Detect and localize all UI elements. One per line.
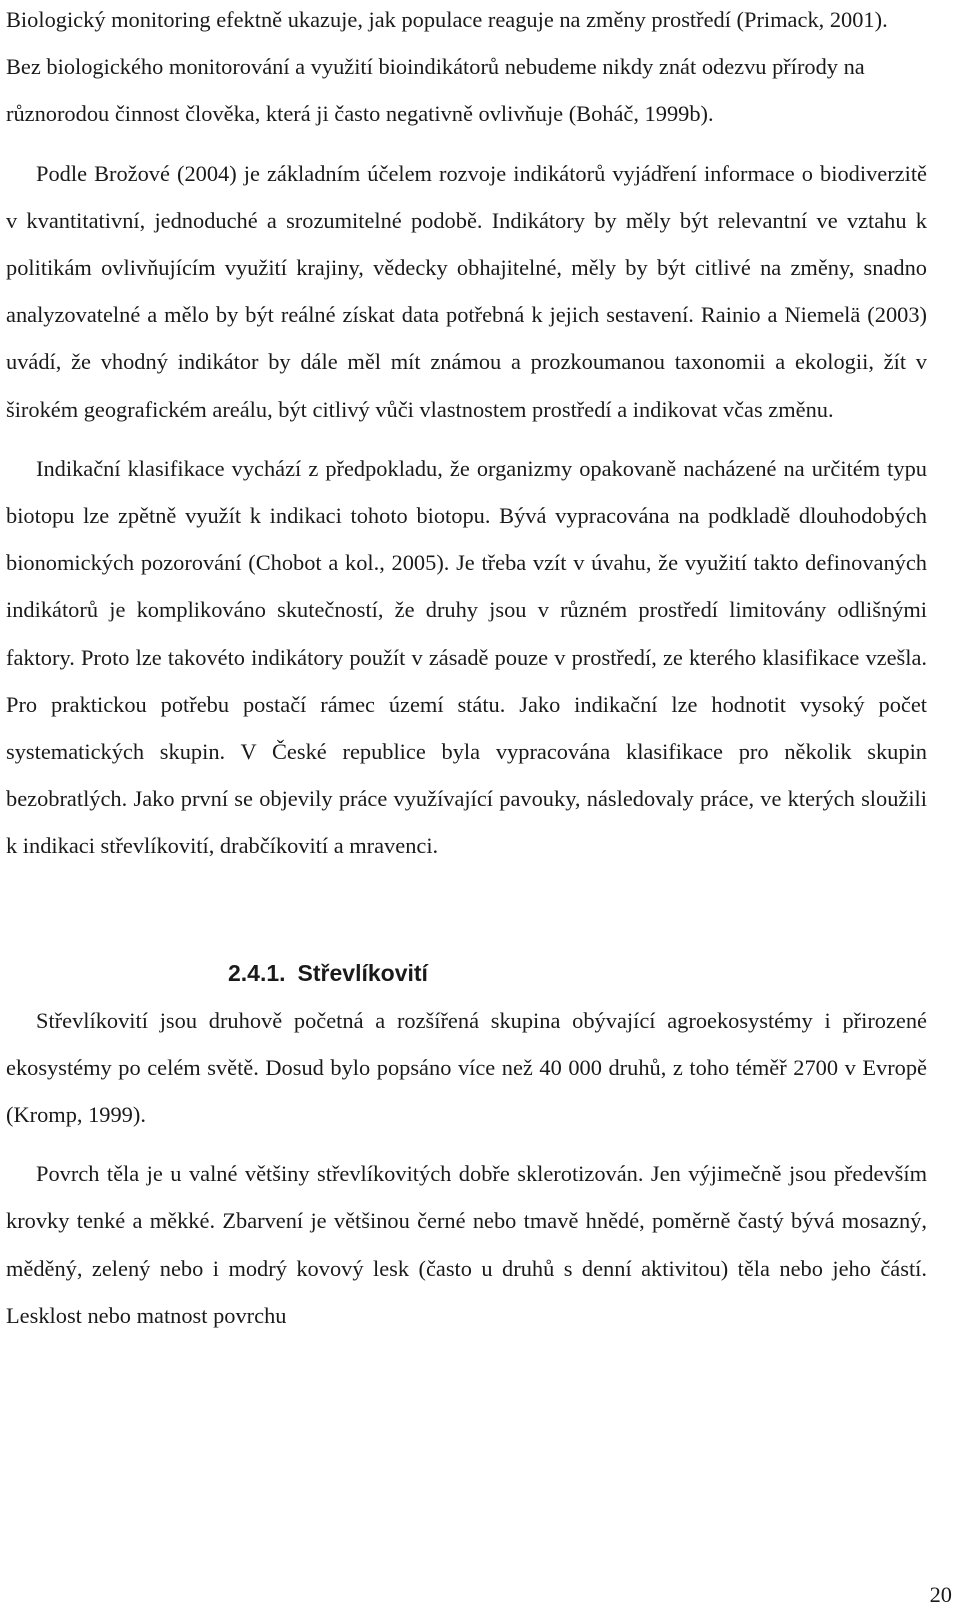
paragraph-indicators-purpose: Podle Brožové (2004) je základním účelem rozvoje indikátorů vyjádření informace o biodiverzitě v kvantitativní, jednoduché a srozumitelné podobě. Indikátory by měly být relevantní ve vztahu k politikám ovlivňujícím využití krajiny, vědecky obhajitelné, měly by být citlivé na změny, snadno analyzovatelné a mělo by být reálné získat data potřebná k jejich sestavení. Rainio a Niemelä (2003) uvádí, že vhodný indikátor by dále měl mít známou a prozkoumanou taxonomii a ekologii, žít v širokém geografickém areálu, být citlivý vůči vlastnostem prostředí a indikovat včas změnu. (6, 160, 927, 422)
paragraph-biomonitoring: Biologický monitoring efektně ukazuje, jak populace reaguje na změny prostředí (Primack, 2001). Bez biologického monitorování a využití bioindikátorů nebudeme nikdy znát odezvu přírody na různorodou činnost člověka, která ji často negativně ovlivňuje (Boháč, 1999b). (6, 7, 888, 127)
paragraph-indicator-classification: Indikační klasifikace vychází z předpokladu, že organizmy opakovaně nacházené na určitém typu biotopu lze zpětně využít k indikaci tohoto biotopu. Bývá vypracována na podkladě dlouhodobých bionomických pozorování (Chobot a kol., 2005). Je třeba vzít v úvahu, že využití takto definovaných indikátorů je komplikováno skutečností, že druhy jsou v různém prostředí limitovány odlišnými faktory. Proto lze takovéto indikátory použít v zásadě pouze v prostředí, ze kterého klasifikace vzešla. Pro praktickou potřebu postačí rámec území státu. Jako indikační lze hodnotit vysoký počet systematických skupin. V České republice byla vypracována klasifikace pro několik skupin bezobratlých. Jako první se objevily práce využívající pavouky, následovaly práce, ve kterých sloužili k indikaci střevlíkovití, drabčíkovití a mravenci. (6, 455, 927, 859)
section-title: Střevlíkovití (297, 959, 428, 986)
section-number: 2.4.1. (228, 959, 286, 986)
page-number: 20 (929, 1582, 952, 1607)
page-content (6, 0, 927, 1339)
paragraph-carabidae-body: Povrch těla je u valné většiny střevlíkovitých dobře sklerotizován. Jen výjimečně jsou především krovky tenké a měkké. Zbarvení je většinou černé nebo tmavě hnědé, poměrně častý bývá mosazný, měděný, zelený nebo i modrý kovový lesk (často u druhů s denní aktivitou) těla nebo jeho částí. Lesklost nebo matnost povrchu (6, 1161, 927, 1328)
section-heading (6, 950, 927, 997)
paragraph-carabidae-intro: Střevlíkovití jsou druhově početná a rozšířená skupina obývající agroekosystémy i přirozené ekosystémy po celém světě. Dosud bylo popsáno více než 40 000 druhů, z toho téměř 2700 v Evropě (Kromp, 1999). (6, 1007, 927, 1128)
